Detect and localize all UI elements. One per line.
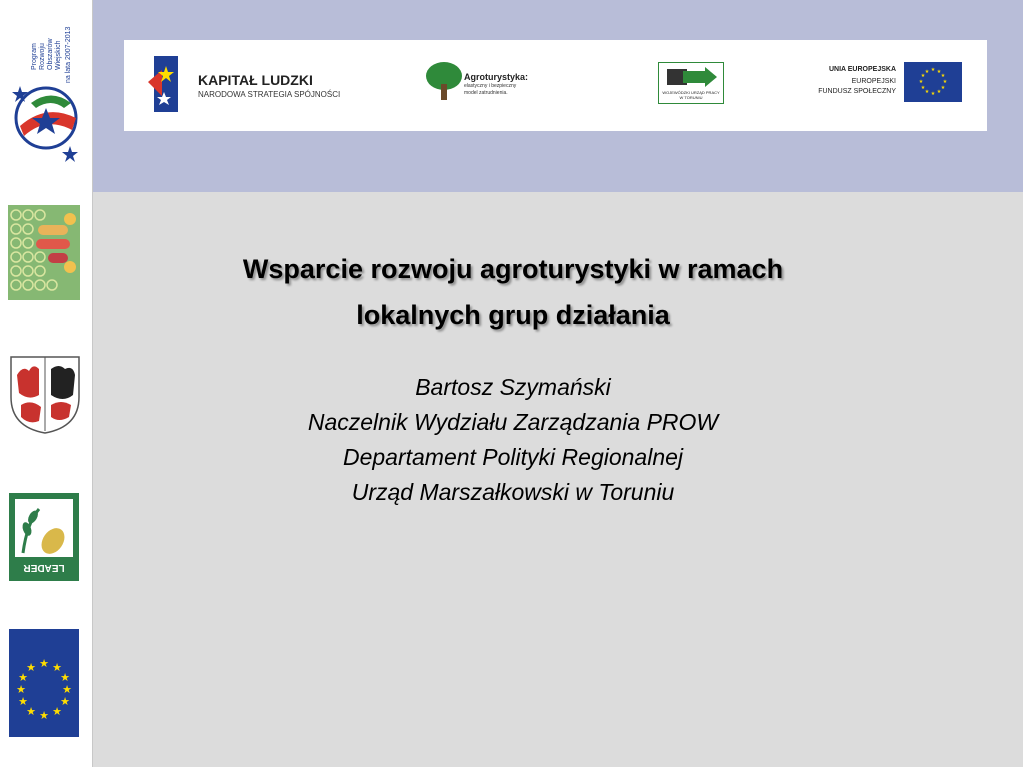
prow-text-4: Wiejskich [55, 40, 62, 70]
author-block [93, 370, 933, 510]
eu-flag-icon [904, 62, 962, 102]
kapital-ludzki-logo [146, 50, 366, 120]
svg-text:★: ★ [930, 91, 936, 97]
tree-icon [424, 60, 464, 104]
coat-of-arms-logo [9, 355, 81, 435]
svg-text:★: ★ [16, 683, 26, 696]
title-line-2: lokalnych grup działania [356, 300, 670, 330]
svg-text:★: ★ [920, 85, 926, 91]
leader-pattern-logo [8, 205, 80, 300]
left-logo-sidebar [0, 0, 93, 767]
eu-stars-icon [9, 629, 79, 737]
svg-text:★: ★ [940, 73, 946, 79]
author-office: Urząd Marszałkowski w Toruniu [351, 479, 675, 505]
svg-text:★: ★ [60, 671, 70, 684]
circles-pattern-icon [8, 205, 80, 300]
eu-flag-logo [9, 629, 79, 737]
eu-efs-line-2: EUROPEJSKI [851, 78, 896, 85]
svg-text:★: ★ [39, 657, 49, 670]
author-position: Naczelnik Wydziału Zarządzania PROW [307, 409, 719, 435]
author-department: Departament Polityki Regionalnej [342, 444, 684, 470]
wup-line-2: W TORUNIU [679, 95, 703, 100]
wup-line-1: WOJEWÓDZKI URZĄD PRACY [662, 90, 720, 95]
author-name: Bartosz Szymański [415, 374, 611, 400]
leader-logo [9, 493, 79, 581]
svg-text:★: ★ [60, 695, 70, 708]
svg-text:★: ★ [26, 661, 36, 674]
prow-text-2: Rozwoju [39, 43, 46, 70]
svg-text:★: ★ [920, 73, 926, 79]
wup-arrow-icon [663, 65, 719, 89]
prow-text-5: na lata 2007-2013 [65, 26, 72, 83]
title-line-1: Wsparcie rozwoju agroturystyki w ramach [242, 254, 784, 284]
svg-text:★: ★ [918, 79, 924, 85]
kapital-ludzki-subtitle: NARODOWA STRATEGIA SPÓJNOŚCI [198, 90, 341, 99]
svg-text:★: ★ [930, 67, 936, 73]
svg-text:★: ★ [52, 705, 62, 718]
agroturystyka-logo [424, 60, 554, 110]
prow-text-1: Program [31, 43, 38, 70]
svg-text:★: ★ [52, 661, 62, 674]
leader-emblem-icon [9, 493, 79, 581]
svg-text:★: ★ [940, 85, 946, 91]
eu-efs-line-3: FUNDUSZ SPOŁECZNY [818, 88, 896, 95]
partner-logo-strip [124, 40, 987, 131]
agroturystyka-line-1: elastyczny i bezpieczny [464, 83, 517, 89]
prow-emblem-icon [6, 8, 86, 166]
slide-title [93, 246, 933, 338]
agroturystyka-title: Agroturystyka: [464, 72, 529, 82]
kapital-ludzki-title: KAPITAŁ LUDZKI [198, 72, 313, 88]
eu-efs-line-1: UNIA EUROPEJSKA [828, 66, 896, 73]
svg-text:★: ★ [936, 69, 942, 75]
svg-text:★: ★ [936, 89, 942, 95]
svg-text:★: ★ [924, 89, 930, 95]
svg-text:★: ★ [39, 709, 49, 722]
agroturystyka-line-2: model zatrudnienia. [464, 90, 508, 96]
coat-of-arms-icon [9, 355, 81, 435]
eu-efs-logo [814, 62, 964, 104]
svg-text:★: ★ [26, 705, 36, 718]
svg-text:★: ★ [18, 695, 28, 708]
leader-label: LEADER [23, 562, 65, 573]
prow-logo [6, 8, 86, 166]
svg-text:★: ★ [942, 79, 948, 85]
svg-text:★: ★ [18, 671, 28, 684]
kapital-ludzki-icon [146, 52, 186, 116]
wup-logo [658, 62, 724, 104]
svg-text:★: ★ [62, 683, 72, 696]
svg-text:★: ★ [924, 69, 930, 75]
prow-text-3: Obszarów [47, 38, 54, 70]
